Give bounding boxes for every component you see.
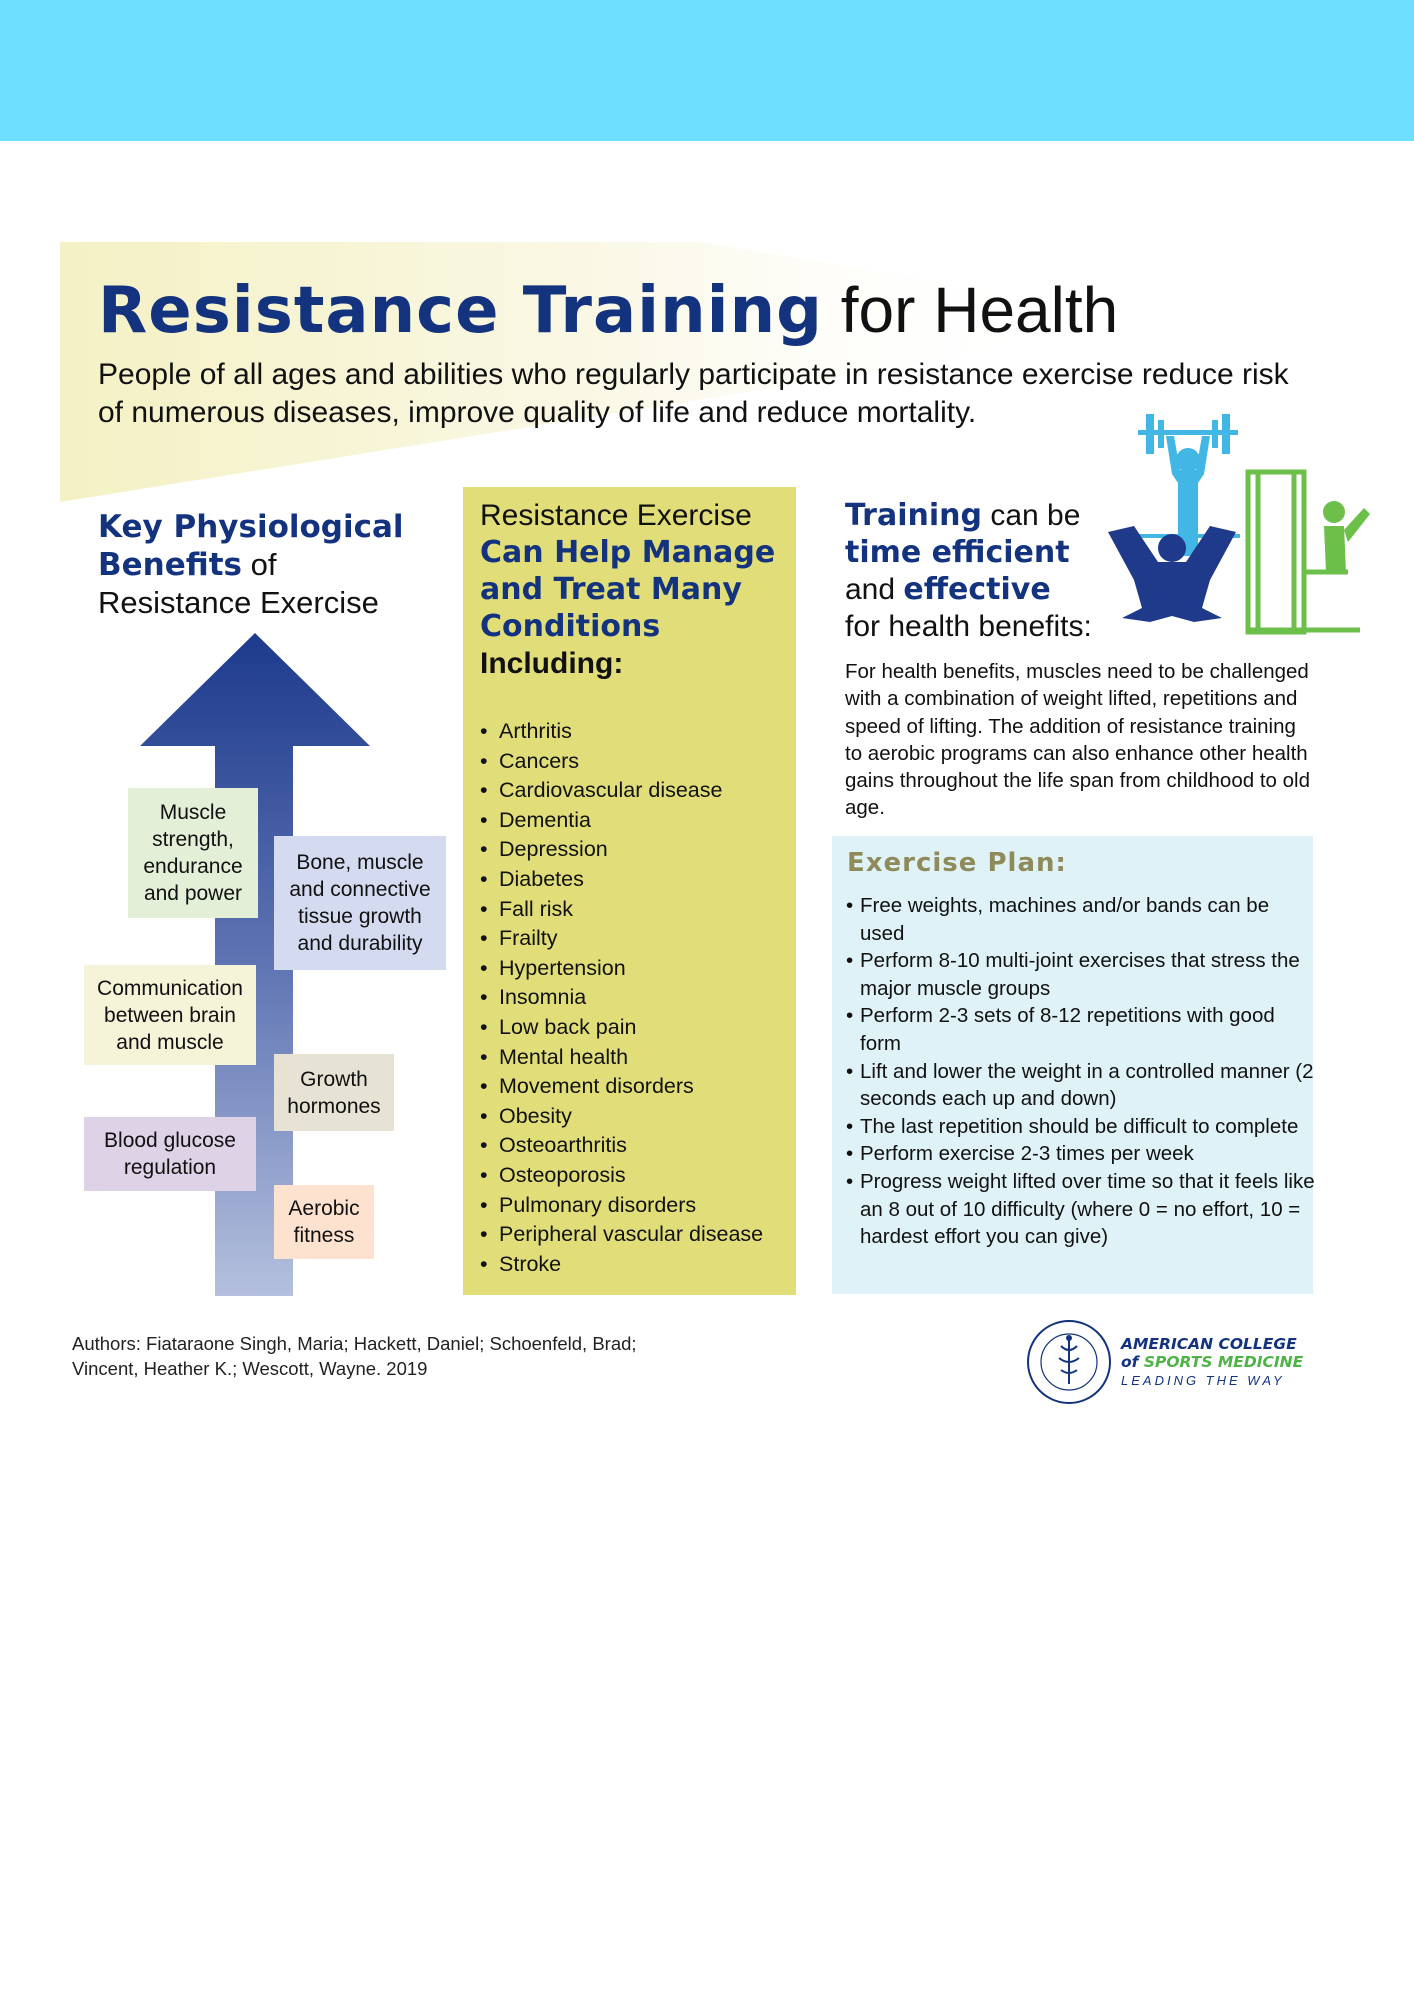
list-item: • Pulmonary disorders [480,1191,790,1221]
exercise-plan-list [846,892,1316,1251]
list-item: • Cardiovascular disease [480,776,790,806]
list-item: • Peripheral vascular disease [480,1220,790,1250]
list-item: • Osteoarthritis [480,1131,790,1161]
title-rest: for Health [840,274,1119,346]
conditions-heading: Resistance Exercise Can Help Manage and Treat Many Conditions Including: [480,499,776,680]
benefit-blood-glucose: Blood glucose regulation [84,1117,256,1191]
list-item: • Perform exercise 2-3 times per week [846,1140,1316,1168]
benefit-aerobic-fitness: Aerobic fitness [274,1185,374,1259]
benefit-bone-tissue: Bone, muscle and connective tissue growth and durability [274,836,446,970]
training-heading: Training can be time efficient and effective for health benefits: [845,498,1092,643]
list-item: • Obesity [480,1102,790,1132]
authors-credit: Authors: Fiataraone Singh, Maria; Hackett, Daniel; Schoenfeld, Brad; Vincent, Heather K.; Wescott, Wayne. 2019 [72,1333,637,1379]
list-item: • Perform 2-3 sets of 8-12 repetitions with good form [846,1002,1316,1057]
acsm-seal-icon [1025,1318,1113,1406]
list-item: • Hypertension [480,954,790,984]
list-item: • Mental health [480,1043,790,1073]
weightlifter-icon [1098,412,1370,640]
list-item: • Depression [480,835,790,865]
list-item: • Free weights, machines and/or bands can be used [846,892,1316,947]
benefits-heading: Key Physiological Benefits of Resistance Exercise [98,509,404,620]
list-item: • Stroke [480,1250,790,1280]
list-item: • Diabetes [480,865,790,895]
list-item: • Perform 8-10 multi-joint exercises that stress the major muscle groups [846,947,1316,1002]
list-item: • Progress weight lifted over time so that it feels like an 8 out of 10 difficulty (where 0 = no effort, 10 = hardest effort you can give) [846,1168,1316,1251]
list-item: • Lift and lower the weight in a controlled manner (2 seconds each up and down) [846,1058,1316,1113]
list-item: • Dementia [480,806,790,836]
benefit-muscle-strength: Muscle strength, endurance and power [128,788,258,918]
acsm-wordmark: AMERICAN COLLEGE of SPORTS MEDICINE [1121,1335,1304,1371]
benefit-brain-muscle: Communication between brain and muscle [84,965,256,1065]
intro-text: People of all ages and abilities who regularly participate in resistance exercise reduce risk of numerous diseases, improve quality of life and reduce mortality. [98,358,1289,429]
list-item: • The last repetition should be difficult to complete [846,1113,1316,1141]
acsm-tagline: LEADING THE WAY [1121,1373,1285,1388]
list-item: • Fall risk [480,895,790,925]
list-item: • Insomnia [480,983,790,1013]
list-item: • Movement disorders [480,1072,790,1102]
title-bold: Resistance Training [98,274,823,348]
benefit-growth-hormones: Growth hormones [274,1054,394,1131]
training-body: For health benefits, muscles need to be challenged with a combination of weight lifted, repetitions and speed of lifting. The addition of resistance training to aerobic programs can also enhance other health gains throughout the life span from childhood to old age. [845,660,1310,820]
list-item: • Frailty [480,924,790,954]
list-item: • Low back pain [480,1013,790,1043]
list-item: • Osteoporosis [480,1161,790,1191]
list-item: • Arthritis [480,717,790,747]
conditions-list [480,717,790,1279]
top-color-bar [0,0,1414,141]
exercise-plan-heading: Exercise Plan: [847,848,1067,878]
list-item: • Cancers [480,747,790,777]
page-title [98,270,1198,351]
